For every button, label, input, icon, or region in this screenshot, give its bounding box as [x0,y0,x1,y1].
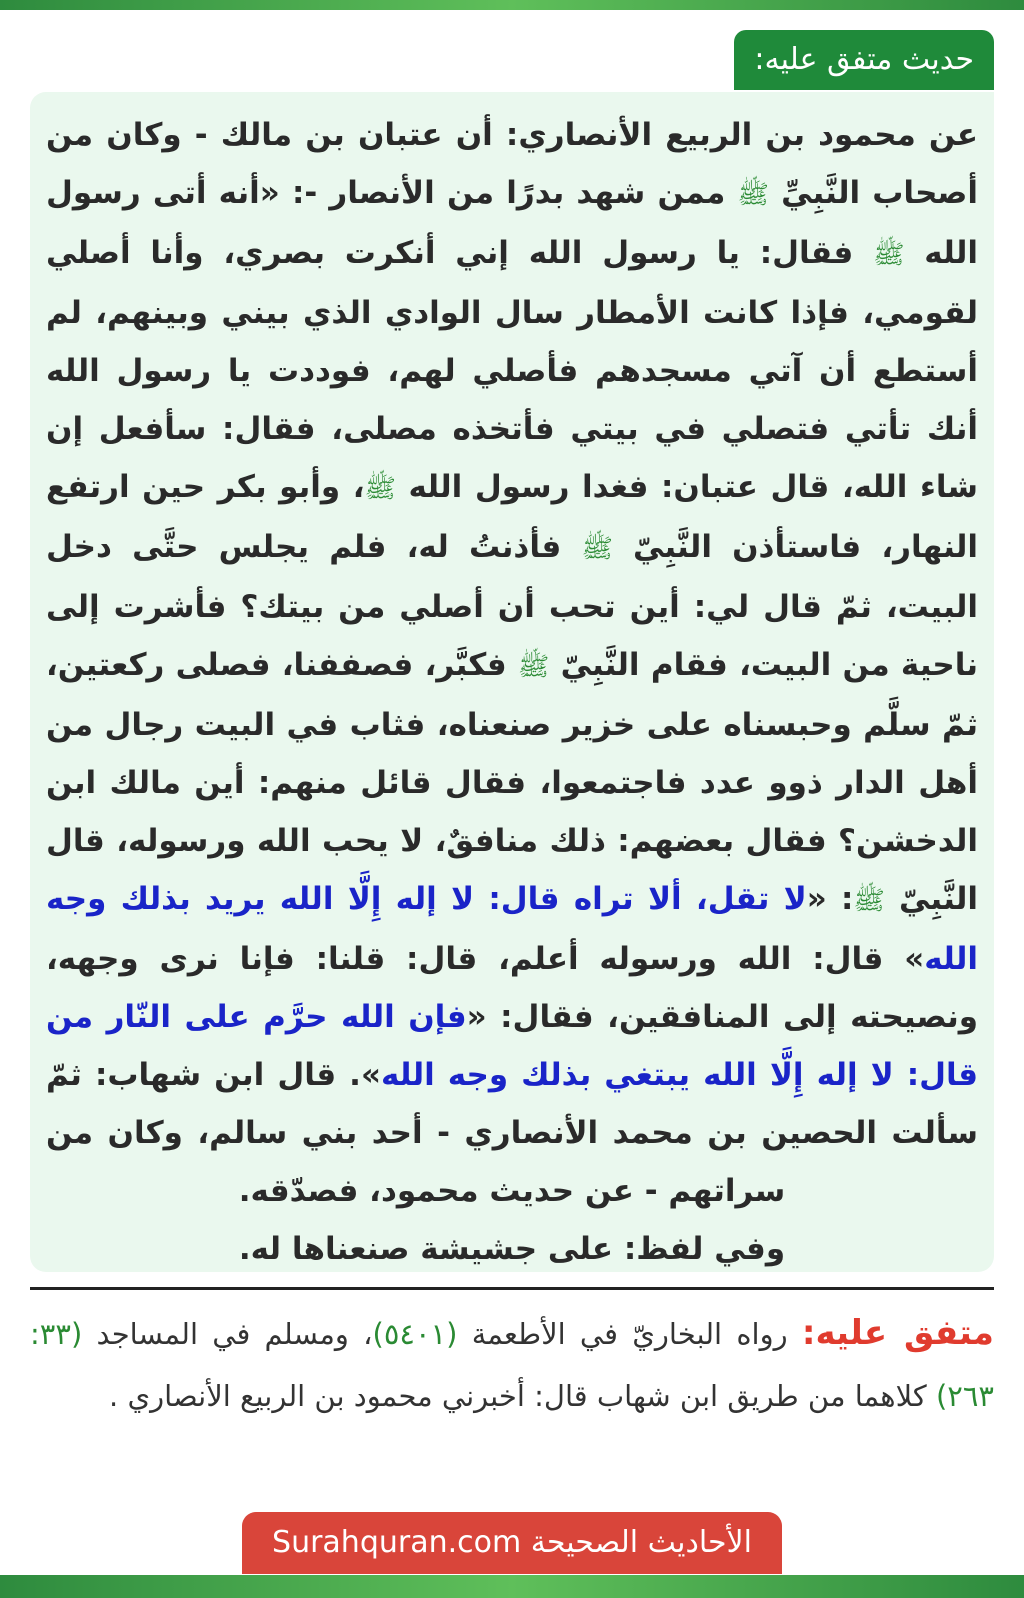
divider-line [30,1287,994,1290]
source-text: كلاهما من طريق ابن شهاب قال: أخبرني محمود بن الربيع الأنصاري . [109,1379,936,1413]
hadith-type-label: حديث متفق عليه: [734,30,994,90]
hadith-text-box [30,92,994,1272]
top-accent-bar [0,0,1024,10]
bukhari-number: (٥٤٠١) [372,1317,458,1351]
hadith-segment: فكبَّر، فصففنا، فصلى ركعتين، ثمّ سلَّم وحبسناه على خزير صنعناه، فثاب في البيت رجال من أهل الدار ذوو عدد فاجتمعوا، فقال قائل منهم: أين مالك ابن الدخشن؟ فقال بعضهم: ذلك منافقٌ، لا يحب الله ورسوله، قال النَّبِيّ [46,647,978,917]
prophet-quote: فإن الله حرَّم على النّار من قال: لا إله إِلَّا الله يبتغي بذلك وجه الله [46,999,979,1093]
source-reference [30,1302,994,1427]
hadith-segment: : « [806,881,854,917]
bottom-accent-bar [0,1575,1024,1598]
hadith-segment: » قال: الله ورسوله أعلم، قال: قلنا: فإنا نرى وجهه، ونصيحته إلى المنافقين، فقال: « [46,941,978,1035]
hadith-variant-wording: وفي لفظ: على جشيشة صنعناها له. [238,1231,786,1267]
salla-symbol: ﷺ [581,534,613,564]
salla-symbol: ﷺ [517,652,550,682]
hadith-segment: ممن شهد بدرًا من الأنصار -: «أنه أتى رسول الله [46,175,979,271]
hadith-segment: ». قال ابن شهاب: ثمّ سألت الحصين بن محمد الأنصاري - أحد بني سالم، وكان من سراتهم - عن حديث محمود، فصدّقه. [46,1057,978,1209]
prophet-quote: لا تقل، ألا تراه قال: لا إله إِلَّا الله يريد بذلك وجه الله [46,881,978,977]
hadith-segment: فقال: يا رسول الله إني أنكرت بصري، وأنا أصلي لقومي، فإذا كانت الأمطار سال الوادي الذي بيني وبينهم، لم أستطع أن آتي مسجدهم فأصلي لهم، فوددت يا رسول الله أنك تأتي فتصلي في بيتي فأتخذه مصلى، فقال: سأفعل إن شاء الله، قال عتبان: فغدا رسول الله [46,235,978,505]
hadith-segment: ، وأبو بكر حين ارتفع النهار، فاستأذن النَّبِيّ [46,469,978,565]
muslim-number: (٣٣: ٢٦٣) [30,1317,994,1413]
salla-symbol: ﷺ [737,180,769,210]
hadith-segment: فأذنتُ له، فلم يجلس حتَّى دخل البيت، ثمّ قال لي: أين تحب أن أصلي من بيتك؟ فأشرت إلى ناحية من البيت، فقام النَّبِيّ [46,529,978,683]
source-text: ، ومسلم في المساجد [82,1317,373,1351]
hadith-segment: عن محمود بن الربيع الأنصاري: أن عتبان بن مالك - وكان من أصحاب النَّبِيِّ [46,117,978,211]
source-lead: متفق عليه: [801,1313,994,1353]
salla-symbol: ﷺ [873,240,905,270]
hadith-body [46,106,978,1220]
salla-symbol: ﷺ [853,886,885,916]
salla-symbol: ﷺ [364,474,396,504]
site-brand-badge[interactable]: الأحاديث الصحيحة Surahquran.com [242,1512,782,1574]
source-text: رواه البخاريّ في الأطعمة [457,1317,802,1351]
